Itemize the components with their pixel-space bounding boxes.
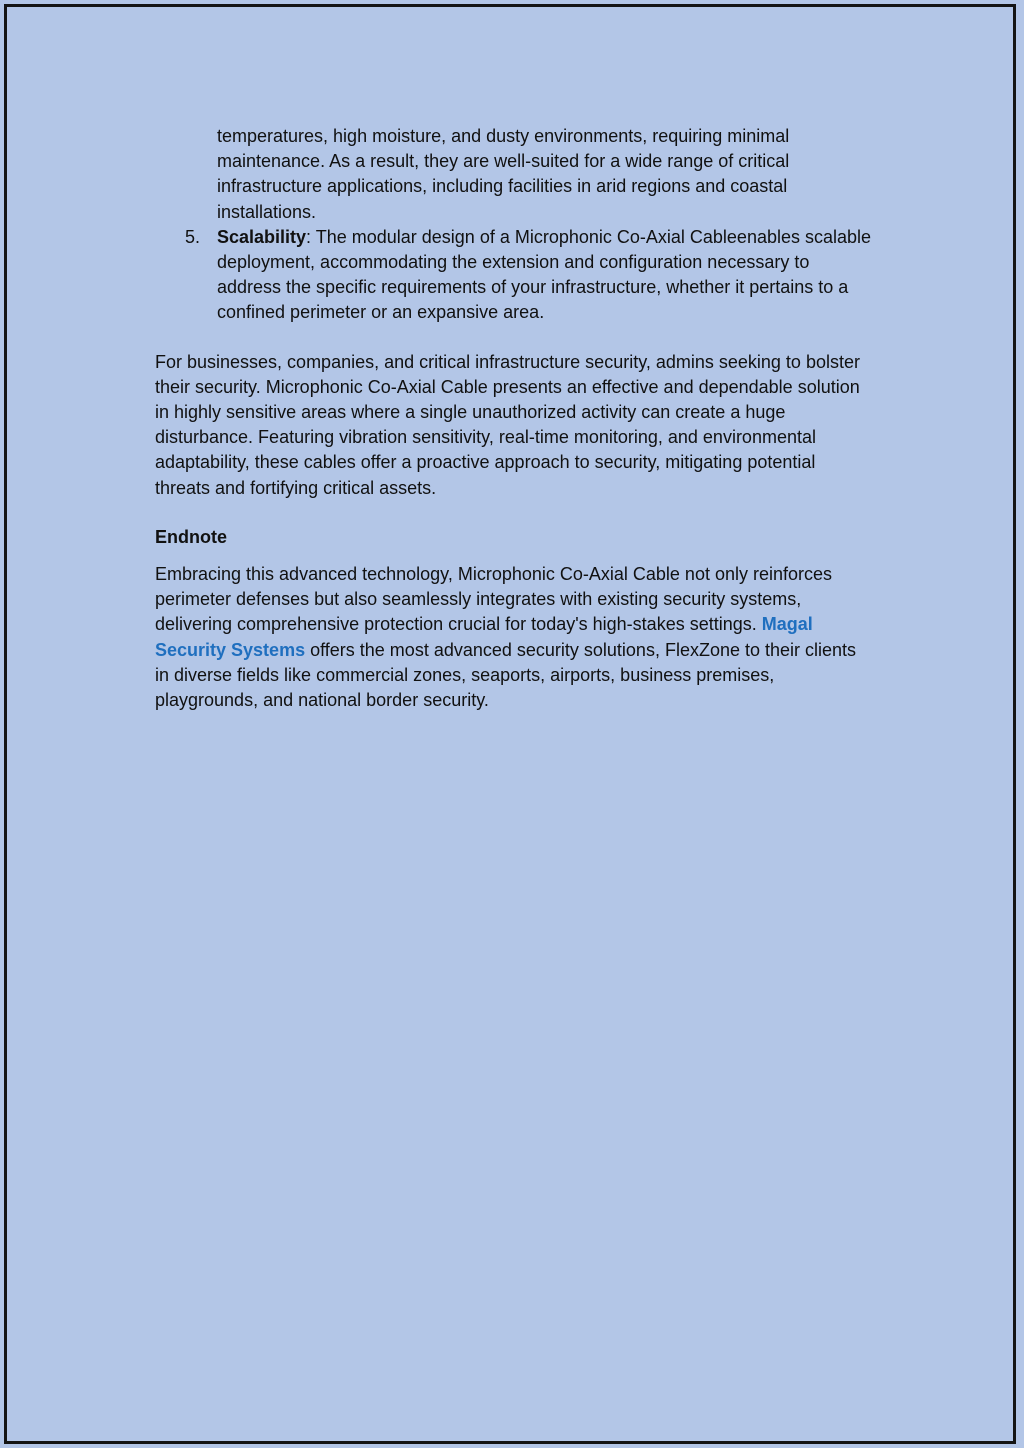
- list-item-continuation: temperatures, high moisture, and dusty environments, requiring minimal maintenance. As a result, they are well-suited for a wide range of critical infrastructure applications, including facilities in arid regions and coastal installations.: [217, 126, 790, 222]
- endnote-heading: Endnote: [155, 526, 227, 547]
- list-number: 5.: [185, 226, 201, 247]
- magal-security-systems-link[interactable]: Magal Security Systems: [155, 614, 813, 660]
- list-term: Scalability: [217, 226, 307, 247]
- document-body: [155, 124, 873, 713]
- security-paragraph: For businesses, companies, and critical infrastructure security, admins seeking to bolster their security. Microphonic Co-Axial Cable presents an effective and dependable solution in highly sensitive areas where a single unauthorized activity can create a huge disturbance. Featuring vibration sensitivity, real-time monitoring, and environmental adaptability, these cables offer a proactive approach to security, mitigating potential threats and fortifying critical assets.: [155, 351, 860, 498]
- endnote-paragraph: [155, 562, 873, 713]
- list-item-text: : The modular design of a Microphonic Co-Axial Cableenables scalable deployment, accommodating the extension and configuration necessary to address the specific requirements of your infrastructure, whether it pertains to a confined perimeter or an expansive area.: [217, 226, 872, 323]
- endnote-text-after-link: offers the most advanced security solutions, FlexZone to their clients in diverse fields like commercial zones, seaports, airports, business premises, playgrounds, and national border security.: [155, 639, 857, 711]
- endnote-text-before-link: Embracing this advanced technology, Microphonic Co-Axial Cable not only reinforces perimeter defenses but also seamlessly integrates with existing security systems, delivering comprehensive protection crucial for today's high-stakes settings.: [155, 564, 833, 635]
- list-item-scalability: [185, 225, 873, 326]
